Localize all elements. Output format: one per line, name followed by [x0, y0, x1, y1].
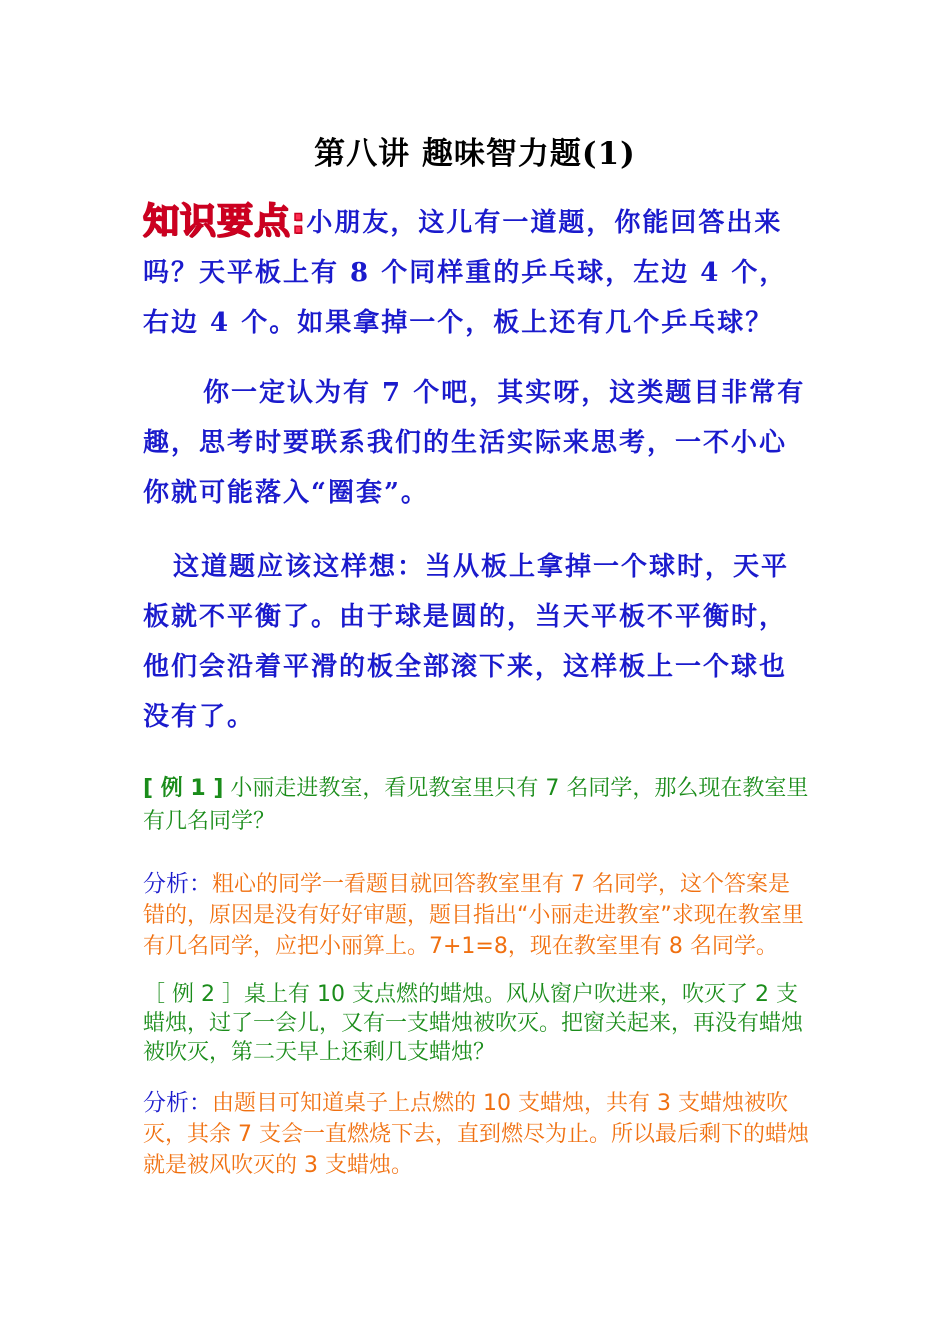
example-2-text: 桌上有 10 支点燃的蜡烛。风从窗户吹进来，吹灭了 2 支蜡烛，过了一会儿，又有一支蜡烛被吹灭。把窗关起来，再没有蜡烛被吹灭，第二天早上还剩几支蜡烛？	[143, 982, 804, 1065]
analysis-2	[143, 1088, 811, 1181]
analysis-1-text: 粗心的同学一看题目就回答教室里有 7 名同学，这个答案是错的，原因是没有好好审题，题目指出“小丽走进教室”求现在教室里有几名同学，应把小丽算上。7+1=8，现在教室里有 8 名同学。	[143, 872, 804, 959]
paragraph-2: 这道题应该这样想：当从板上拿掉一个球时，天平板就不平衡了。由于球是圆的，当天平板不平衡时，他们会沿着平滑的板全部滚下来，这样板上一个球也没有了。	[143, 552, 790, 732]
page-title: 第八讲 趣味智力题(1)	[314, 136, 636, 172]
analysis-1-label: 分析：	[143, 871, 212, 897]
example-1	[143, 772, 811, 838]
knowledge-points-paragraph	[143, 197, 811, 348]
analysis-1	[143, 869, 811, 962]
example-1-label: [ 例 1 ]	[143, 776, 224, 801]
example-2-label: ［ 例 2 ］	[143, 982, 244, 1007]
knowledge-points-label: 知识要点:	[143, 201, 307, 242]
example-1-text: 小丽走进教室，看见教室里只有 7 名同学，那么现在教室里有几名同学？	[143, 776, 809, 834]
analysis-2-text: 由题目可知道桌子上点燃的 10 支蜡烛，共有 3 支蜡烛被吹灭，其余 7 支会一直燃烧下去，直到燃尽为止。所以最后剩下的蜡烛就是被风吹灭的 3 支蜡烛。	[143, 1091, 809, 1178]
example-2	[143, 980, 811, 1067]
knowledge-points-text: 小朋友，这儿有一道题，你能回答出来吗？天平板上有 8 个同样重的乒乓球，左边 4 个，右边 4 个。如果拿掉一个，板上还有几个乒乓球？	[143, 208, 788, 338]
analysis-2-label: 分析：	[143, 1090, 212, 1116]
paragraph-1: 你一定认为有 7 个吧，其实呀，这类题目非常有趣，思考时要联系我们的生活实际来思考，一不小心你就可能落入“圈套”。	[143, 378, 806, 508]
